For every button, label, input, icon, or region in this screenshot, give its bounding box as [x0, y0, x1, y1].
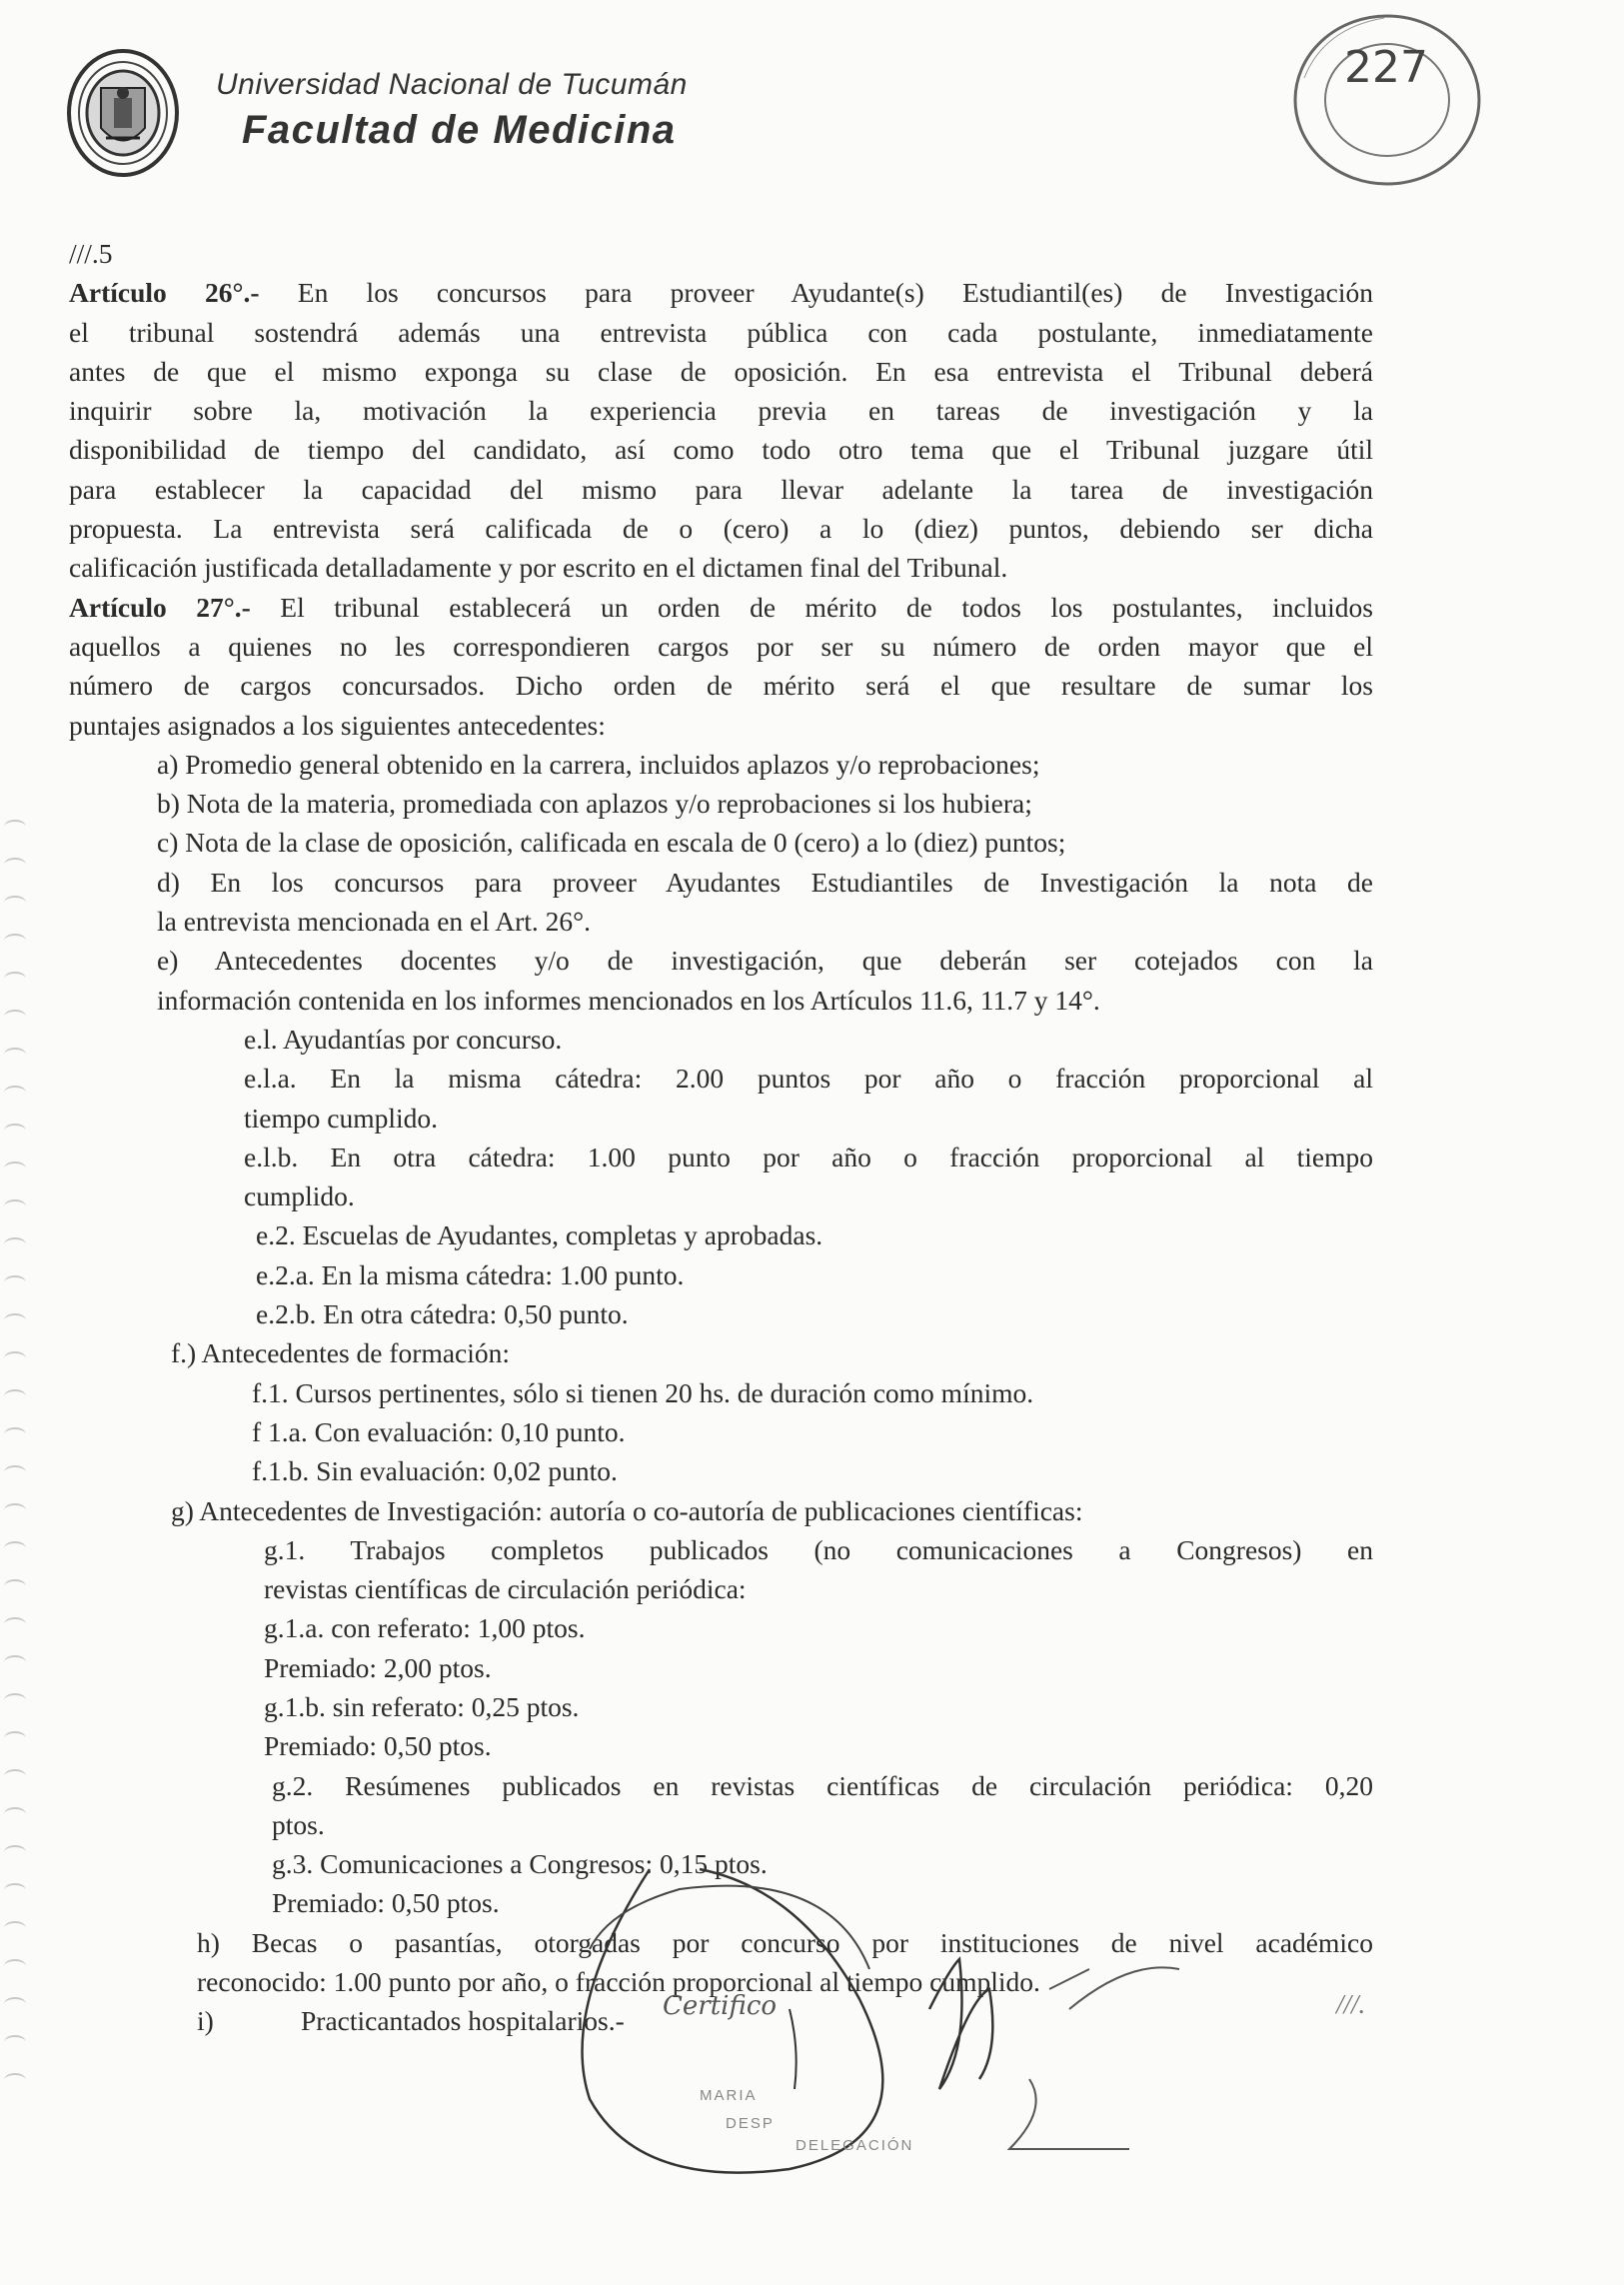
list-item: c) Nota de la clase de oposición, calificada en escala de 0 (cero) a lo (diez) puntos; [157, 827, 1066, 859]
list-item: f.) Antecedentes de formación: [171, 1337, 511, 1369]
list-item-continuation: información contenida en los informes mencionados en los Artículos 11.6, 11.7 y 14°. [157, 984, 1100, 1016]
list-subitem: e.2. Escuelas de Ayudantes, completas y aprobadas. [256, 1219, 823, 1251]
text-line: número de cargos concursados. Dicho orden de mérito será el que resultare de sumar los [69, 670, 1373, 702]
list-subitem: e.l.a. En la misma cátedra: 2.00 puntos por año o fracción proporcional al [244, 1063, 1373, 1095]
list-item: e) Antecedentes docentes y/o de investigación, que deberán ser cotejados con la [157, 945, 1373, 977]
list-subitem: g.1.a. con referato: 1,00 ptos. [264, 1612, 586, 1644]
list-subitem: e.l. Ayudantías por concurso. [244, 1023, 563, 1055]
text-line: el tribunal sostendrá además una entrevista pública con cada postulante, inmediatamente [69, 316, 1373, 348]
folio-number: 227 [1344, 42, 1428, 93]
document-body [69, 234, 1373, 2041]
list-subitem: g.1. Trabajos completos publicados (no comunicaciones a Congresos) en [264, 1533, 1373, 1565]
text-line: antes de que el mismo exponga su clase de oposición. En esa entrevista el Tribunal deberá [69, 355, 1373, 387]
list-item-continuation: la entrevista mencionada en el Art. 26°. [157, 906, 592, 938]
page-marker: ///.5 [69, 238, 113, 269]
signature-title-line: DESP [726, 2115, 775, 2132]
list-subitem-continuation: ptos. [272, 1808, 325, 1840]
continuation-mark: ///. [1336, 1989, 1366, 2019]
list-subitem: g.1.b. sin referato: 0,25 ptos. [264, 1690, 580, 1722]
list-subitem-continuation: cumplido. [244, 1180, 355, 1212]
list-subitem: Premiado: 0,50 ptos. [264, 1730, 492, 1762]
faculty-name: Facultad de Medicina [242, 108, 677, 152]
text-line: disponibilidad de tiempo del candidato, así como todo otro tema que el Tribunal juzgare útil [69, 434, 1373, 466]
text-line: aquellos a quienes no les correspondieren cargos por ser su número de orden mayor que el [69, 630, 1373, 662]
list-subitem-continuation: revistas científicas de circulación periódica: [264, 1573, 747, 1605]
text-line: para establecer la capacidad del mismo para llevar adelante la tarea de investigación [69, 473, 1373, 505]
list-item: a) Promedio general obtenido en la carrera, incluidos aplazos y/o reprobaciones; [157, 748, 1040, 780]
signature-handwritten: Certifico [663, 1991, 778, 2021]
binder-hole-marks [0, 820, 30, 2239]
text-line: Artículo 26°.- En los concursos para proveer Ayudante(s) Estudiantil(es) de Investigación [69, 277, 1373, 309]
signature-name-line: MARIA [700, 2087, 758, 2104]
signature-stamp-icon [530, 1849, 1249, 2209]
folio-stamp-icon [1284, 8, 1490, 193]
list-item-continuation: reconocido: 1.00 punto por año, o fracción proporcional al tiempo cumplido. [197, 1966, 1040, 1998]
list-subitem: e.2.a. En la misma cátedra: 1.00 punto. [256, 1258, 685, 1290]
text-line: propuesta. La entrevista será calificada de o (cero) a lo (diez) puntos, debiendo ser dicha [69, 513, 1373, 545]
text-line: Artículo 27°.- El tribunal establecerá un orden de mérito de todos los postulantes, incluidos [69, 591, 1373, 623]
list-subitem: Premiado: 0,50 ptos. [272, 1887, 500, 1919]
list-subitem: f.1.b. Sin evaluación: 0,02 punto. [252, 1455, 618, 1487]
list-subitem: g.2. Resúmenes publicados en revistas científicas de circulación periódica: 0,20 [272, 1769, 1373, 1801]
university-seal-icon [66, 48, 180, 178]
list-item: g) Antecedentes de Investigación: autoría o co-autoría de publicaciones científicas: [171, 1494, 1083, 1526]
list-subitem: Premiado: 2,00 ptos. [264, 1651, 492, 1683]
text-line: inquirir sobre la, motivación la experiencia previa en tareas de investigación y la [69, 395, 1373, 427]
list-subitem: f.1. Cursos pertinentes, sólo si tienen 20 hs. de duración como mínimo. [252, 1376, 1034, 1408]
signature-office-line: DELEGACIÓN [796, 2137, 914, 2154]
list-subitem-continuation: tiempo cumplido. [244, 1102, 439, 1134]
list-subitem: g.3. Comunicaciones a Congresos: 0,15 ptos. [272, 1848, 768, 1880]
list-item: b) Nota de la materia, promediada con aplazos y/o reprobaciones si los hubiera; [157, 788, 1032, 820]
text-line: calificación justificada detalladamente y por escrito en el dictamen final del Tribunal. [69, 552, 1008, 584]
list-item: h) Becas o pasantías, otorgadas por concurso por instituciones de nivel académico [197, 1926, 1373, 1958]
text-line: puntajes asignados a los siguientes antecedentes: [69, 709, 606, 741]
list-subitem: f 1.a. Con evaluación: 0,10 punto. [252, 1415, 626, 1447]
list-subitem: e.l.b. En otra cátedra: 1.00 punto por año o fracción proporcional al tiempo [244, 1141, 1373, 1172]
list-subitem: e.2.b. En otra cátedra: 0,50 punto. [256, 1298, 629, 1330]
list-item: i) Practicantados hospitalarios.- [197, 2005, 625, 2037]
list-item: d) En los concursos para proveer Ayudantes Estudiantiles de Investigación la nota de [157, 866, 1373, 898]
university-name: Universidad Nacional de Tucumán [216, 68, 688, 101]
